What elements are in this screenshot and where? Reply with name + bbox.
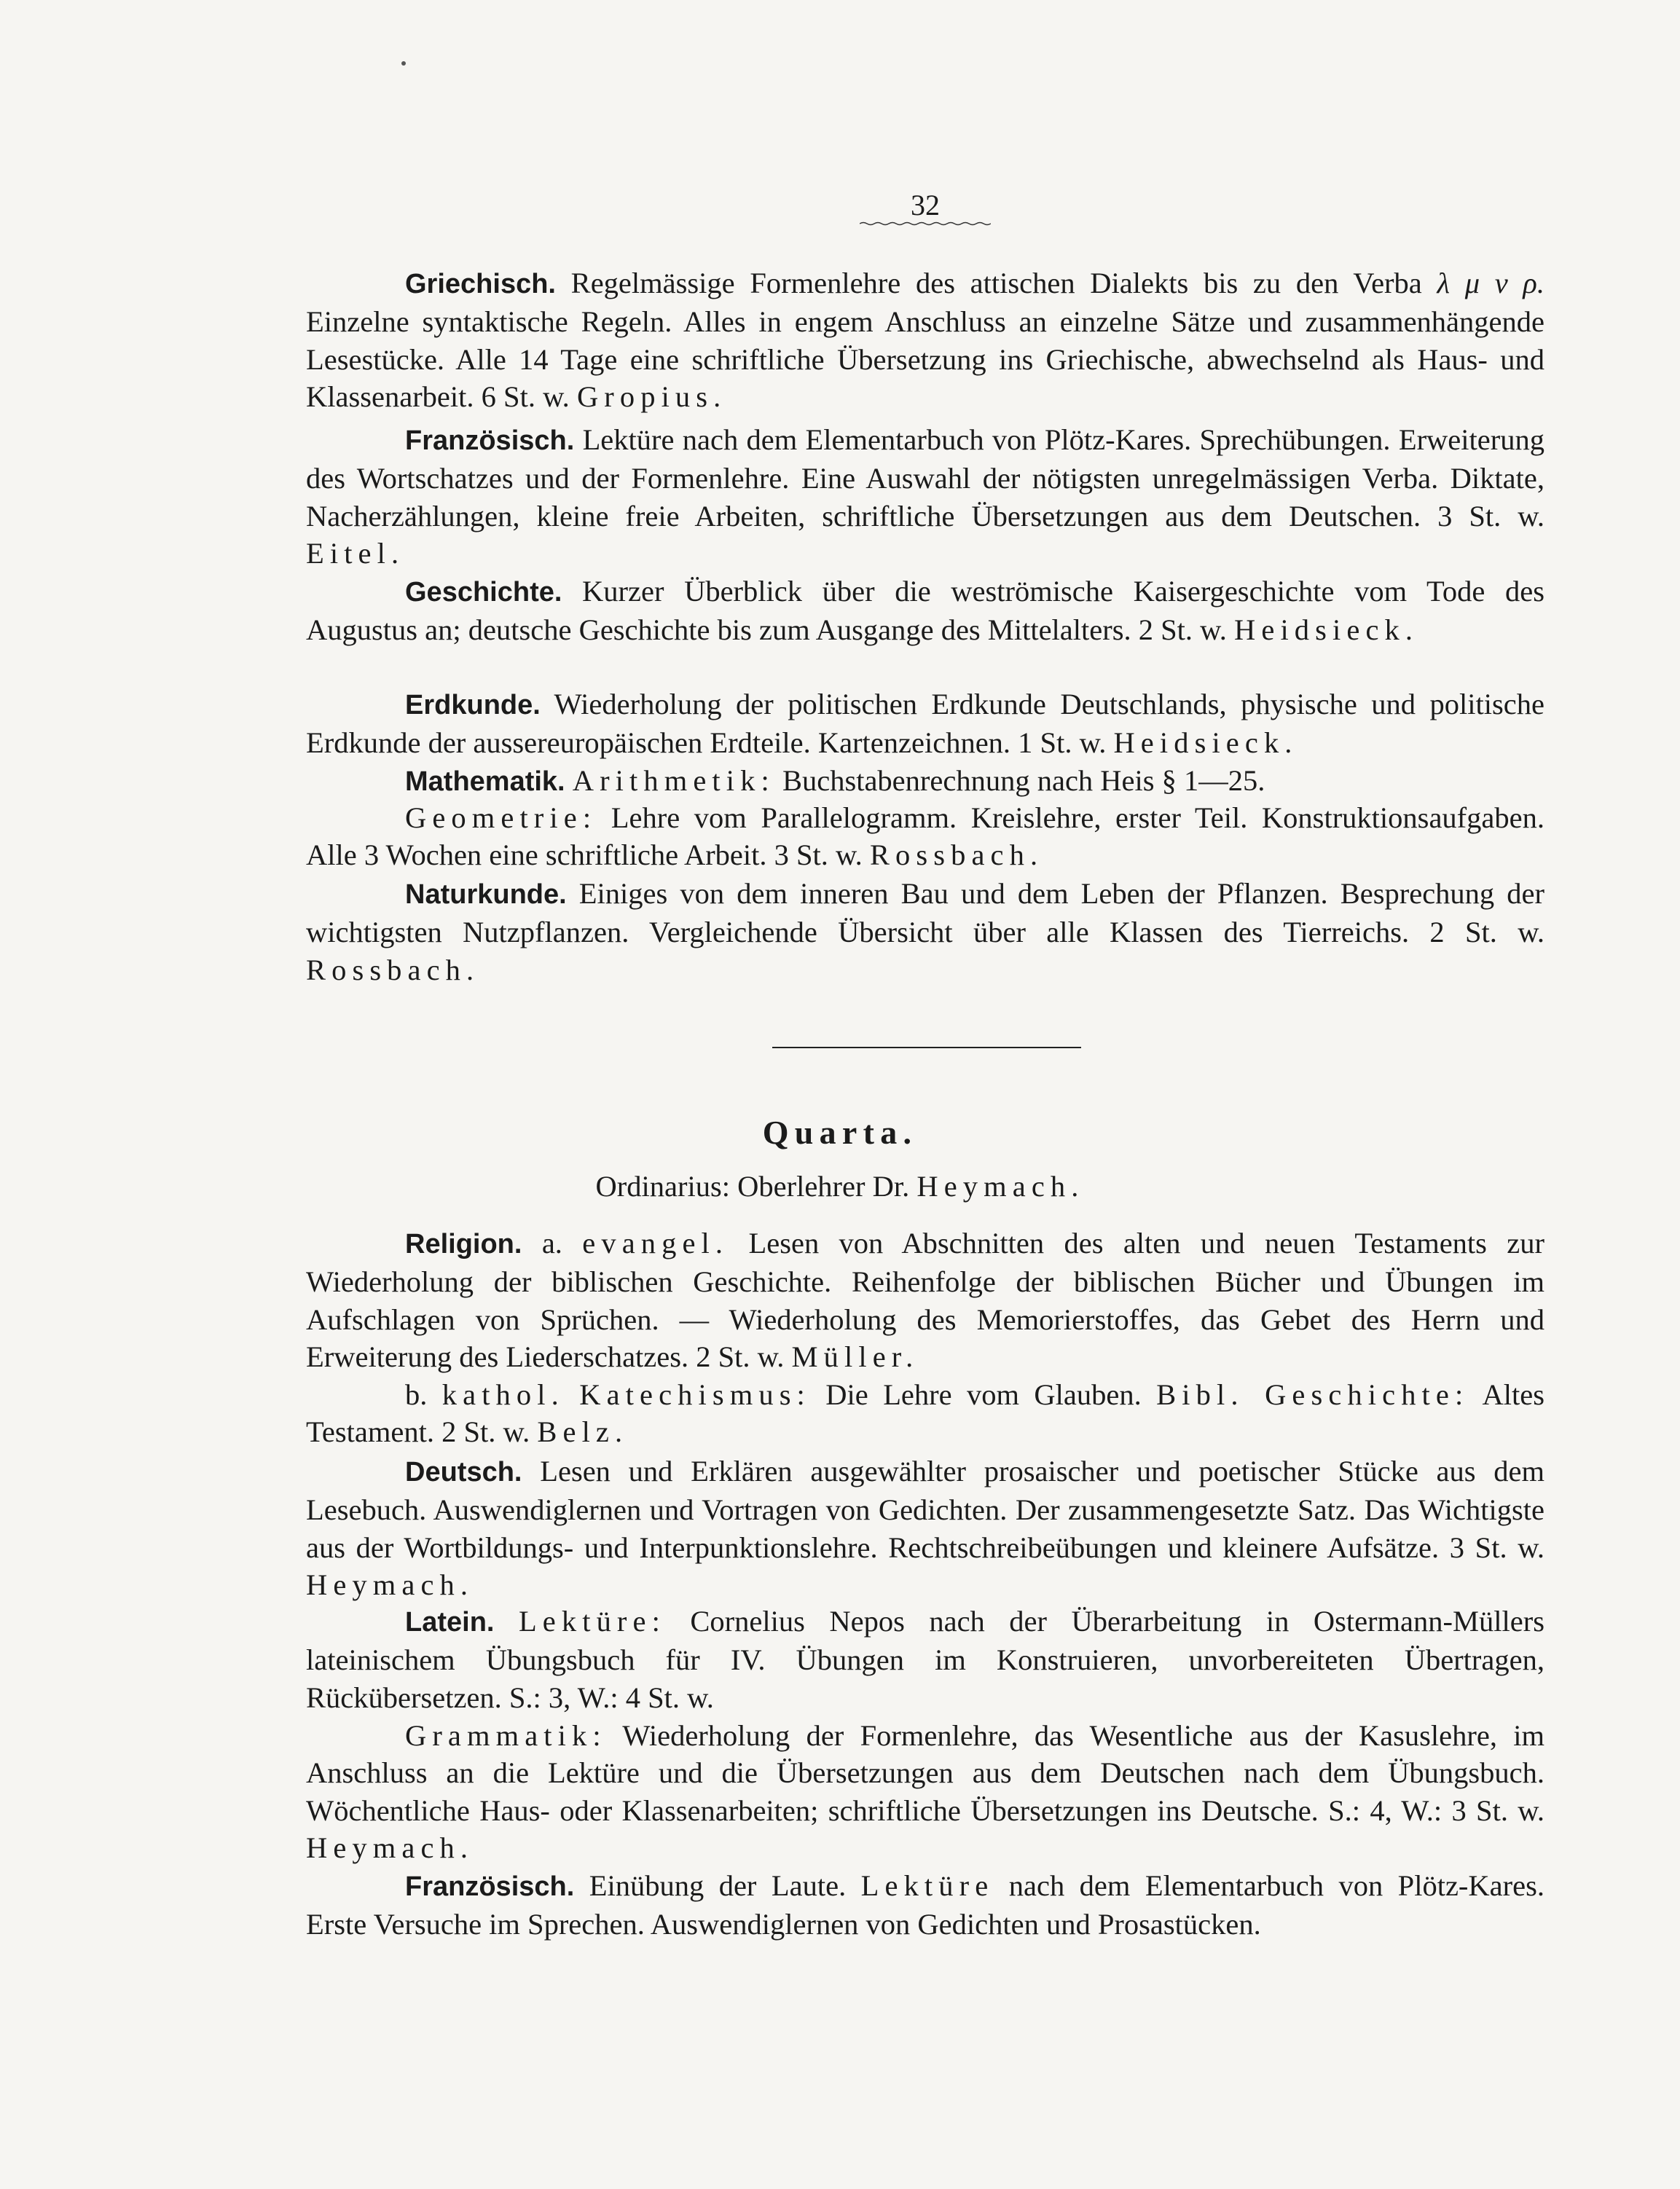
subject-label: Bibl. Geschichte: bbox=[1156, 1378, 1469, 1411]
section-text: Einiges von dem inneren Bau und dem Leben der Pflanzen. Besprechung der wichtigsten Nutzpflanzen. Vergleichende Übersicht über alle Klassen des Tierreichs. 2 St. w. bbox=[306, 877, 1544, 949]
teacher-name: Müller. bbox=[791, 1340, 919, 1373]
section-erdkunde bbox=[306, 685, 1544, 762]
section-latein bbox=[306, 1603, 1544, 1716]
section-heading: Mathematik. bbox=[405, 766, 565, 797]
section-religion-b bbox=[306, 1376, 1544, 1451]
section-text: Regelmässige Formenlehre des attischen Dialekts bis zu den Verba bbox=[555, 267, 1437, 299]
page-number-ornament bbox=[860, 221, 991, 226]
teacher-name: Heymach. bbox=[306, 1568, 474, 1601]
section-separator bbox=[772, 1047, 1081, 1048]
teacher-name: Heidsieck. bbox=[1234, 613, 1419, 647]
section-heading: Naturkunde. bbox=[405, 879, 567, 910]
item-label: b. bbox=[405, 1378, 428, 1411]
section-text: Wiederholung der politischen Erdkunde Deutschlands, physische und politische Erdkunde der aussereuropäischen Erdteile. Kartenzeichnen. 1 St. w. bbox=[306, 688, 1544, 760]
section-latein-grammatik bbox=[306, 1717, 1544, 1866]
section-heading: Griechisch. bbox=[405, 269, 556, 299]
confession-label: kathol. bbox=[441, 1378, 565, 1411]
subject-label: Grammatik: bbox=[405, 1719, 607, 1752]
section-text: Altes Testament. 2 St. w. bbox=[306, 1378, 1545, 1449]
section-text: Lesen und Erklären ausgewählter prosaischer und poetischer Stücke aus dem Lesebuch. Auswendiglernen und Vortragen von Gedichten. Der zusammengesetzte Satz. Das Wichtigste aus der Wortbildungs- und Interpunktionslehre. Rechtschreibeübungen und kleinere Aufsätze. 3 St. w. bbox=[306, 1455, 1544, 1564]
section-text: Einzelne syntaktische Regeln. Alles in engem Anschluss an einzelne Sätze und zusammenhängende Lesestücke. Alle 14 Tage eine schriftliche Übersetzung ins Griechische, abwechselnd als Haus- und Klassenarbeit. 6 St. w. bbox=[306, 305, 1544, 413]
section-text: Kurzer Überblick über die weströmische Kaisergeschichte vom Tode des Augustus an; deutsche Geschichte bis zum Ausgange des Mittelalters. 2 St. w. bbox=[306, 575, 1544, 647]
section-text: Die Lehre vom Glauben. bbox=[810, 1378, 1157, 1411]
subject-label: Arithmetik: bbox=[572, 764, 775, 797]
teacher-name: Gropius. bbox=[576, 380, 727, 413]
section-mathematik bbox=[306, 762, 1544, 801]
ordinarius-label: Ordinarius: Oberlehrer Dr. bbox=[595, 1170, 917, 1203]
section-heading: Religion. bbox=[405, 1229, 522, 1259]
section-heading: Deutsch. bbox=[405, 1457, 522, 1488]
subject-label: Lektüre bbox=[860, 1869, 994, 1902]
section-text: nach dem Elementarbuch von Plötz-Kares. Erste Versuche im Sprechen. Auswendiglernen von Gedichten und Prosastücken. bbox=[306, 1869, 1544, 1941]
section-religion bbox=[306, 1225, 1544, 1375]
section-text: Cornelius Nepos nach der Überarbeitung in Ostermann-Müllers lateinischem Übungsbuch für IV. Übungen im Konstruieren, unvorbereiteten Übertragen, Rückübersetzen. S.: 3, W.: 4 St. w. bbox=[306, 1605, 1544, 1714]
section-text: Einübung der Laute. bbox=[574, 1869, 861, 1902]
section-heading: Latein. bbox=[405, 1607, 495, 1638]
section-naturkunde bbox=[306, 875, 1544, 989]
page-number: 32 bbox=[911, 189, 940, 221]
section-text: Lesen von Abschnitten des alten und neuen Testaments zur Wiederholung der biblischen Geschichte. Reihenfolge der biblischen Bücher und Übungen im Aufschlagen von Sprüchen. — Wiederholung des Memorierstoffes, das Gebet des Herrn und Erweiterung des Liederschatzes. 2 St. w. bbox=[306, 1227, 1545, 1373]
subject-label: Katechismus: bbox=[579, 1378, 811, 1411]
class-title: Quarta. bbox=[762, 1114, 918, 1151]
teacher-name: Rossbach. bbox=[869, 838, 1044, 872]
section-franzoesisch-quarta bbox=[306, 1867, 1544, 1944]
section-deutsch bbox=[306, 1453, 1544, 1603]
subject-label: Lektüre: bbox=[518, 1605, 666, 1638]
teacher-name: Eitel. bbox=[306, 536, 405, 570]
section-geschichte bbox=[306, 573, 1544, 649]
section-text: Lektüre nach dem Elementarbuch von Plötz-Kares. Sprechübungen. Erweiterung des Wortschatzes und der Formenlehre. Eine Auswahl der nötigsten unregelmässigen Verba. Diktate, Nacherzählungen, kleine freie Arbeiten, schriftliche Übersetzungen aus dem Deutschen. 3 St. w. bbox=[306, 423, 1544, 532]
section-griechisch bbox=[306, 264, 1544, 415]
teacher-name: Rossbach. bbox=[306, 953, 480, 986]
subject-label: Geometrie: bbox=[405, 801, 597, 834]
section-heading: Erdkunde. bbox=[405, 690, 541, 720]
section-heading: Französisch. bbox=[405, 1871, 575, 1902]
section-text: Wiederholung der Formenlehre, das Wesentliche aus der Kasuslehre, im Anschluss an die Lektüre und die Übersetzungen aus dem Deutschen nach dem Übungsbuch. Wöchentliche Haus- oder Klassenarbeiten; schriftliche Übersetzungen ins Deutsche. S.: 4, W.: 3 St. w. bbox=[306, 1719, 1544, 1827]
item-label: a. bbox=[541, 1227, 562, 1259]
section-heading: Französisch. bbox=[405, 425, 575, 456]
teacher-name: Heidsieck. bbox=[1113, 726, 1298, 760]
speck-dot bbox=[401, 61, 406, 66]
teacher-name: Belz. bbox=[537, 1415, 629, 1449]
ordinarius-line bbox=[0, 1168, 1680, 1205]
section-franzoesisch bbox=[306, 421, 1544, 572]
section-text: Lehre vom Parallelogramm. Kreislehre, erster Teil. Konstruktionsaufgaben. Alle 3 Wochen eine schriftliche Arbeit. 3 St. w. bbox=[306, 801, 1544, 872]
confession-label: evangel. bbox=[582, 1227, 729, 1259]
section-text: Buchstabenrechnung nach Heis § 1—25. bbox=[774, 764, 1265, 797]
ordinarius-name: Heymach. bbox=[916, 1170, 1085, 1203]
greek-letters: λ μ ν ρ. bbox=[1437, 267, 1544, 299]
section-heading: Geschichte. bbox=[405, 577, 562, 608]
teacher-name: Heymach. bbox=[306, 1831, 474, 1864]
section-mathematik-geometrie bbox=[306, 799, 1544, 874]
